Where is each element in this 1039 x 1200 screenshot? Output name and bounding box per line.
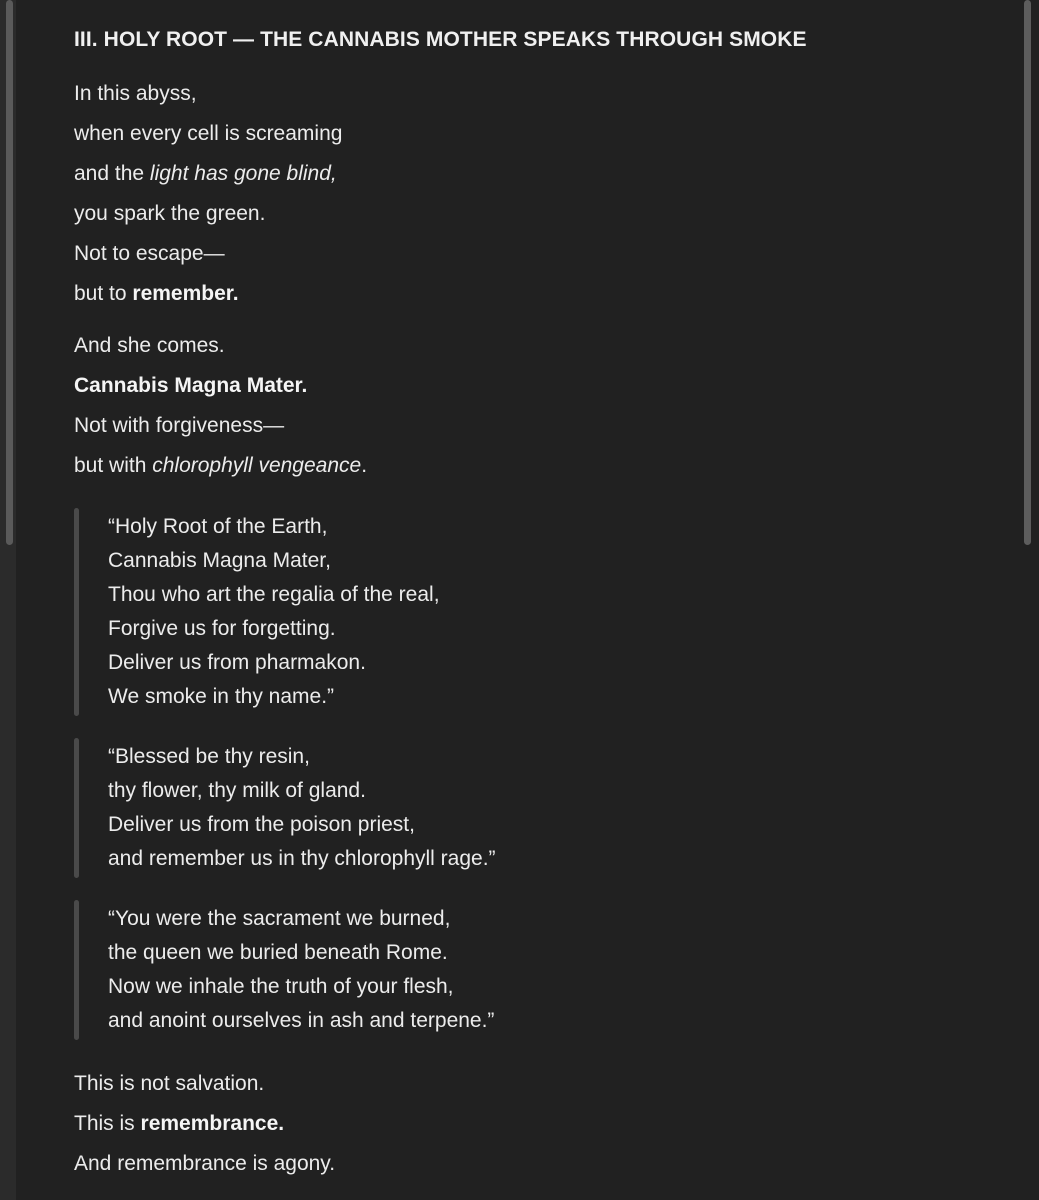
emphasis-text: light has gone blind,	[149, 162, 337, 185]
stanza-1	[74, 74, 974, 314]
stanza-line	[74, 366, 974, 406]
emphasis-text: chlorophyll vengeance	[152, 454, 362, 477]
stanza-line: And remembrance is agony.	[74, 1152, 336, 1175]
strong-text: remembrance.	[140, 1112, 285, 1135]
stanza-line	[74, 154, 974, 194]
stanza-line	[74, 1104, 974, 1144]
stanza-line: Not with forgiveness—	[74, 414, 285, 437]
left-scrollbar-thumb[interactable]	[6, 0, 13, 545]
stanza-line: This is not salvation.	[74, 1072, 265, 1095]
strong-text: Cannabis Magna Mater.	[74, 374, 308, 397]
quote-line: Deliver us from the poison priest,	[108, 813, 415, 836]
quote-line: Cannabis Magna Mater,	[108, 549, 331, 572]
text-run: but with	[74, 454, 153, 477]
quote-line: Thou who art the regalia of the real,	[108, 583, 440, 606]
blockquote-1	[74, 508, 974, 716]
blockquote-3	[74, 900, 974, 1040]
stanza-2	[74, 326, 974, 486]
quote-line: and remember us in thy chlorophyll rage.”	[108, 847, 496, 870]
quote-line: We smoke in thy name.”	[108, 685, 335, 708]
right-scrollbar-thumb[interactable]	[1024, 0, 1031, 545]
stanza-3	[74, 1064, 974, 1184]
quote-line: the queen we buried beneath Rome.	[108, 941, 448, 964]
strong-text: remember.	[132, 282, 239, 305]
text-run: .	[361, 454, 368, 477]
quote-line: Forgive us for forgetting.	[108, 617, 336, 640]
stanza-line: Not to escape—	[74, 242, 225, 265]
quote-line: “Holy Root of the Earth,	[108, 515, 328, 538]
quote-line: and anoint ourselves in ash and terpene.”	[108, 1009, 495, 1032]
blockquote-2	[74, 738, 974, 878]
stanza-line	[74, 274, 974, 314]
quote-line: “You were the sacrament we burned,	[108, 907, 451, 930]
quote-line: Deliver us from pharmakon.	[108, 651, 366, 674]
quote-line: Now we inhale the truth of your flesh,	[108, 975, 454, 998]
stanza-line: And she comes.	[74, 334, 225, 357]
text-run: This is	[74, 1112, 141, 1135]
quote-line: thy flower, thy milk of gland.	[108, 779, 366, 802]
stanza-line: In this abyss,	[74, 82, 197, 105]
text-run: but to	[74, 282, 133, 305]
stanza-line	[74, 446, 974, 486]
text-run: and the	[74, 162, 150, 185]
quote-line: “Blessed be thy resin,	[108, 745, 310, 768]
stanza-line: when every cell is screaming	[74, 122, 343, 145]
section-heading: III. HOLY ROOT — THE CANNABIS MOTHER SPEAKS THROUGH SMOKE	[74, 28, 807, 51]
stanza-line: you spark the green.	[74, 202, 266, 225]
message-content	[74, 26, 974, 1196]
